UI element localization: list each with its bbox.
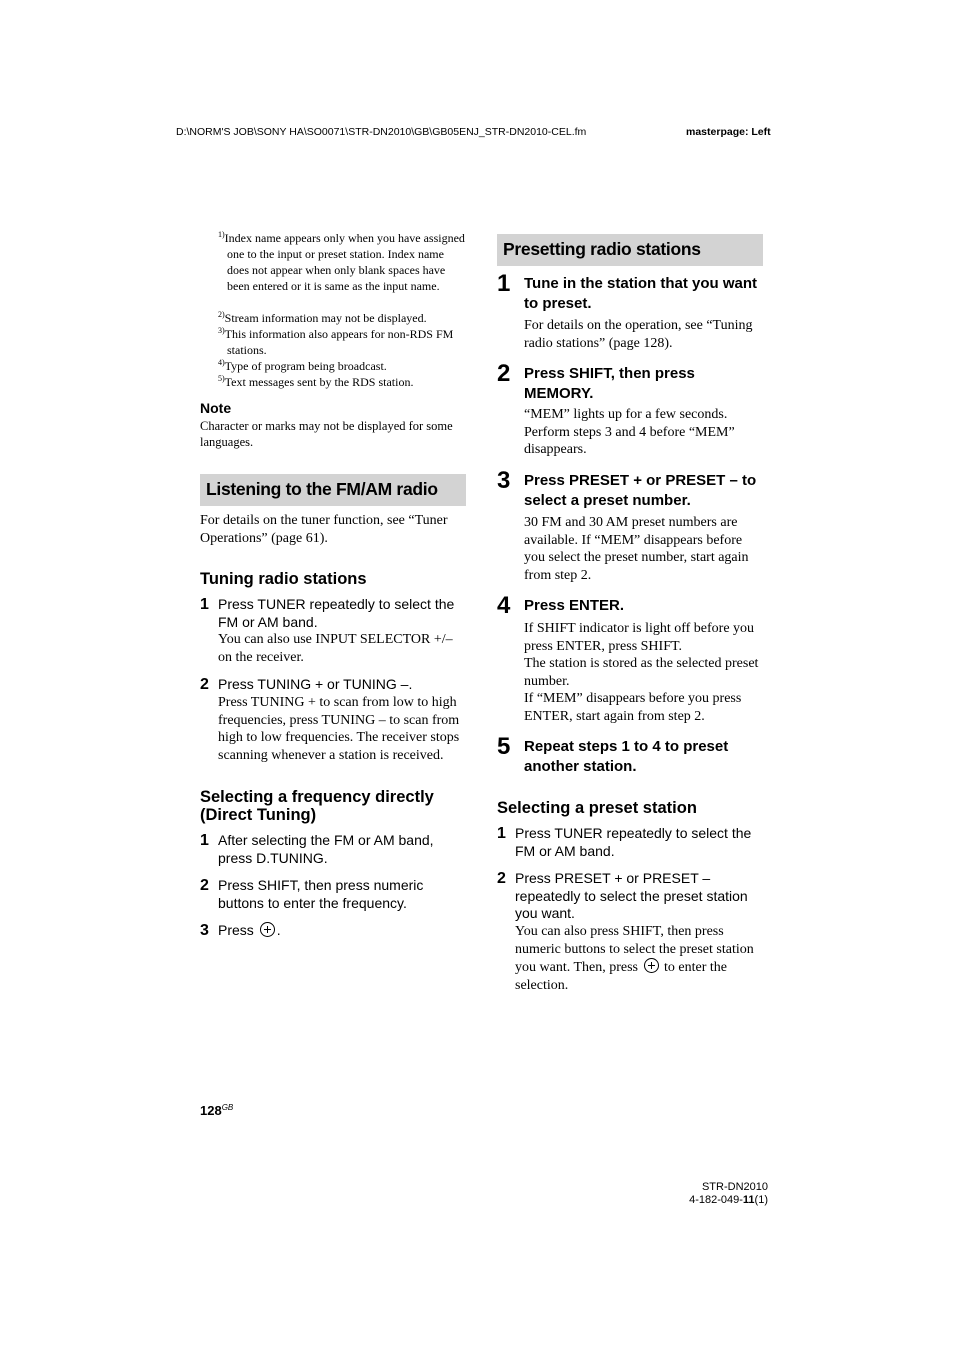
part-code xyxy=(640,1194,768,1207)
step-desc: You can also use INPUT SELECTOR +/– on the receiver. xyxy=(218,632,453,665)
step-desc: “MEM” lights up for a few seconds. Perform steps 3 and 4 before “MEM” disappears. xyxy=(524,407,735,458)
step-lead: Press SHIFT, then press MEMORY. xyxy=(524,365,695,402)
footnote-marker: 5) xyxy=(218,374,225,383)
step-number: 1 xyxy=(497,825,506,842)
enter-button-icon xyxy=(260,922,275,937)
step-number: 2 xyxy=(200,676,209,693)
step-desc: For details on the operation, see “Tuning radio stations” (page 128). xyxy=(524,318,753,351)
step-desc xyxy=(515,923,763,995)
preset-select-heading: Selecting a preset station xyxy=(497,799,697,817)
part-code-revision: 11 xyxy=(742,1194,755,1206)
step-lead xyxy=(218,922,466,940)
step-number: 2 xyxy=(497,870,506,887)
step-number: 5 xyxy=(497,733,511,760)
footnote-marker: 3) xyxy=(218,326,225,335)
step-number: 3 xyxy=(497,467,511,494)
model-name: STR-DN2010 xyxy=(701,1181,768,1193)
section-title: Listening to the FM/AM radio xyxy=(206,479,438,499)
step-desc-text: You can also press SHIFT, then press numeric buttons to select the preset station you want. Then, press xyxy=(515,924,754,976)
step-lead: Press TUNER repeatedly to select the FM or AM band. xyxy=(515,825,752,859)
step-lead-text: Press xyxy=(218,922,254,938)
step-number: 1 xyxy=(200,832,209,849)
step-desc: Press TUNING + to scan from low to high frequencies, press TUNING – to scan from high to low frequencies. The receiver stops scanning whenever a station is received. xyxy=(218,695,460,764)
step-lead: Press PRESET + or PRESET – repeatedly to select the preset station you want. xyxy=(515,870,748,921)
footnote-3 xyxy=(218,326,468,358)
step-desc-end: to enter the selection. xyxy=(515,960,727,994)
section-band-presetting xyxy=(497,234,763,266)
section-title: Presetting radio stations xyxy=(503,239,701,259)
page-number xyxy=(200,1103,233,1118)
step-number: 2 xyxy=(497,360,511,387)
step-lead-end: . xyxy=(276,922,281,938)
masterpage-label: masterpage: Left xyxy=(686,126,771,138)
footnote-text: This information also appears for non-RDS FM stations. xyxy=(224,327,454,357)
page-number-value: 128 xyxy=(200,1103,222,1118)
footnote-2 xyxy=(218,310,468,326)
note-heading: Note xyxy=(200,400,232,416)
footnote-marker: 1) xyxy=(218,230,225,239)
file-path-header: D:\NORM'S JOB\SONY HA\SO0071\STR-DN2010\GB\GB05ENJ_STR-DN2010-CEL.fm xyxy=(176,126,587,138)
footnote-text: Text messages sent by the RDS station. xyxy=(224,375,414,389)
step-lead: Press TUNER repeatedly to select the FM or AM band. xyxy=(218,596,455,630)
footnote-4 xyxy=(218,358,468,374)
tuning-heading: Tuning radio stations xyxy=(200,570,367,588)
section-band-fm-am xyxy=(200,474,466,506)
step-lead: Press TUNING + or TUNING –. xyxy=(218,676,413,692)
footnote-text: Type of program being broadcast. xyxy=(224,359,387,373)
step-desc: 30 FM and 30 AM preset numbers are available. If “MEM” disappears before you select the preset number, start again from step 2. xyxy=(524,515,749,584)
step-lead: Repeat steps 1 to 4 to preset another station. xyxy=(524,738,729,775)
part-code-suffix: (1) xyxy=(754,1194,768,1206)
footnote-text: Index name appears only when you have assigned one to the input or preset station. Index name does not appear when only blank spaces have been entered or it is same as the input name. xyxy=(224,231,465,293)
footnote-text: Stream information may not be displayed. xyxy=(224,311,427,325)
step-lead: Press PRESET + or PRESET – to select a preset number. xyxy=(524,472,757,509)
enter-button-icon xyxy=(644,958,659,973)
step-number: 4 xyxy=(497,592,511,619)
part-code-prefix: 4-182-049- xyxy=(689,1194,743,1206)
direct-tuning-heading: Selecting a frequency directly (Direct Tuning) xyxy=(200,788,434,824)
step-desc: If “MEM” disappears before you press ENTER, start again from step 2. xyxy=(524,691,742,724)
step-desc: The station is stored as the selected preset number. xyxy=(524,656,759,689)
step-number: 3 xyxy=(200,922,209,939)
step-lead: Press SHIFT, then press numeric buttons to enter the frequency. xyxy=(218,877,424,911)
step-lead: Press ENTER. xyxy=(524,597,625,614)
footnote-5 xyxy=(218,374,468,390)
page-number-suffix: GB xyxy=(221,1103,234,1112)
footnote-1 xyxy=(218,230,468,294)
step-lead: After selecting the FM or AM band, press D.TUNING. xyxy=(218,832,434,866)
footnote-marker: 4) xyxy=(218,358,225,367)
step-number: 1 xyxy=(200,596,209,613)
tuner-intro: For details on the tuner function, see “Tuner Operations” (page 61). xyxy=(200,513,448,546)
step-number: 1 xyxy=(497,270,511,297)
footnote-marker: 2) xyxy=(218,310,225,319)
note-text: Character or marks may not be displayed for some languages. xyxy=(200,419,453,449)
model-footer xyxy=(640,1181,768,1207)
step-lead: Tune in the station that you want to preset. xyxy=(524,275,758,312)
step-desc: If SHIFT indicator is light off before you press ENTER, press SHIFT. xyxy=(524,621,755,654)
step-number: 2 xyxy=(200,877,209,894)
